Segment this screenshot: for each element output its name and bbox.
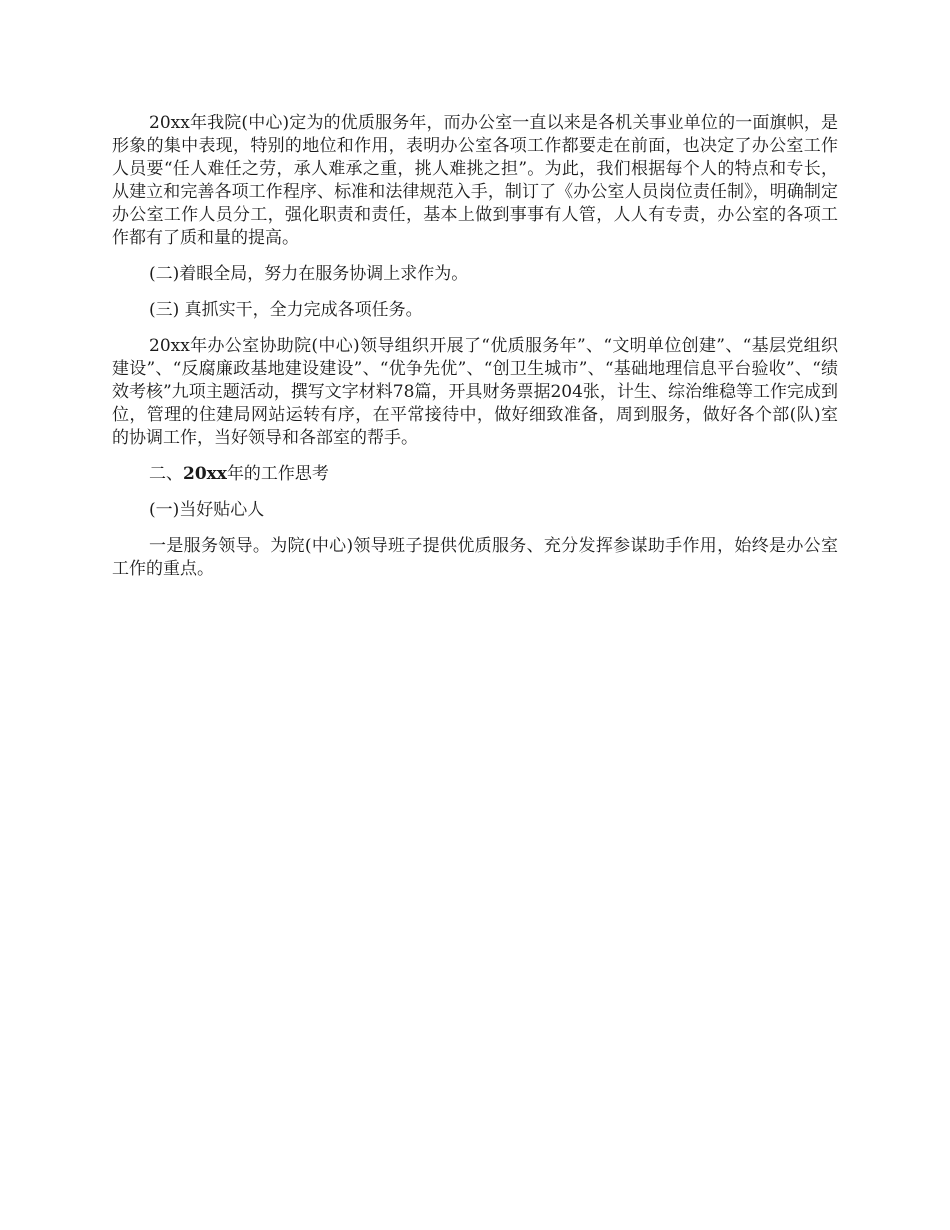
heading-year: 20xx xyxy=(183,464,227,484)
paragraph-practical-work: (三) 真抓实干，全力完成各项任务。 xyxy=(149,300,423,320)
heading-prefix: 二、 xyxy=(149,464,183,484)
paragraph-service-year: 20xx年我院(中心)定为的优质服务年，而办公室一直以来是各机关事业单位的一面旗帜，是形象的集中表现，特别的地位和作用，表明办公室各项工作都要走在前面，也决定了办公室工作人员要“任人难任之劳，承人难承之重，挑人难挑之担”。为此，我们根据每个人的特点和专长，从建立和完善各项工作程序、标准和法律规范入手，制订了《办公室人员岗位责任制》，明确制定办公室工作人员分工，强化职责和责任，基本上做到事事有人管，人人有专责，办公室的各项工作都有了质和量的提高。 xyxy=(112,113,838,248)
paragraph-overall-coordination: (二)着眼全局，努力在服务协调上求作为。 xyxy=(149,264,469,284)
paragraph-activities-summary: 20xx年办公室协助院(中心)领导组织开展了“优质服务年”、“文明单位创建”、“基层党组织建设”、“反腐廉政基地建设建设”、“优争先优”、“创卫生城市”、“基础地理信息平台验收”、“绩效考核”九项主题活动，撰写文字材料78篇，开具财务票据204张，计生、综治维稳等工作完成到位，管理的住建局网站运转有序，在平常接待中，做好细致准备，周到服务，做好各个部(队)室的协调工作，当好领导和各部室的帮手。 xyxy=(112,336,838,448)
document-body xyxy=(112,112,838,594)
heading-suffix: 年的工作思考 xyxy=(226,464,329,484)
subheading-close-helper: (一)当好贴心人 xyxy=(149,500,265,520)
paragraph-serve-leadership: 一是服务领导。为院(中心)领导班子提供优质服务、充分发挥参谋助手作用，始终是办公室工作的重点。 xyxy=(112,536,838,579)
section-heading-work-reflection xyxy=(112,463,838,486)
